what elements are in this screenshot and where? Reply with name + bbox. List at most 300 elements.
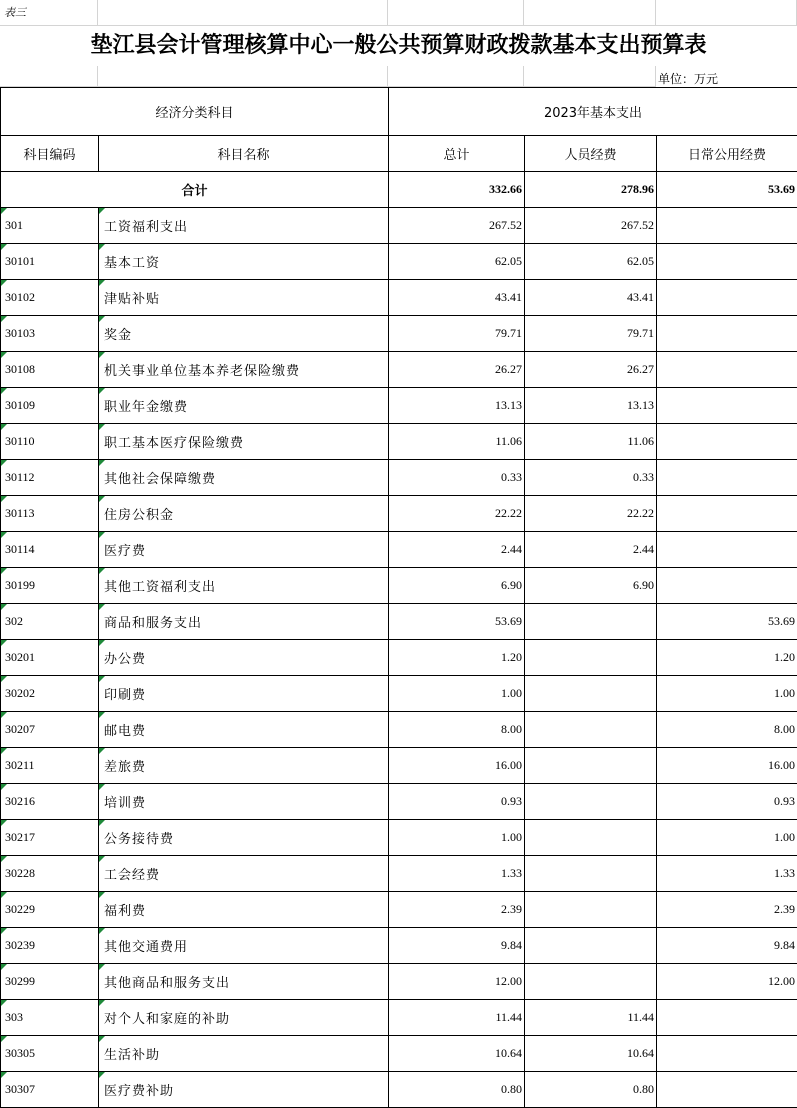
text-format-indicator-icon [1,748,7,754]
row-code-text: 30109 [5,398,35,412]
text-format-indicator-icon [1,388,7,394]
row-total[interactable] [389,748,525,784]
row-name-text: 机关事业单位基本养老保险缴费 [104,364,301,379]
total-label[interactable]: 合计 [1,172,389,208]
row-code[interactable] [1,208,99,244]
row-total-text: 0.33 [501,470,523,484]
row-name[interactable] [99,820,389,856]
row-name-text: 生活补助 [104,1048,161,1063]
text-format-indicator-icon [99,424,105,430]
row-name-text: 福利费 [104,904,147,919]
row-name-text: 邮电费 [104,724,147,739]
table-row [1,532,797,568]
text-format-indicator-icon [99,1000,105,1006]
row-name[interactable] [99,316,389,352]
text-format-indicator-icon [1,784,7,790]
row-total[interactable] [389,388,525,424]
text-format-indicator-icon [1,208,7,214]
row-public[interactable] [657,676,797,712]
row-total-text: 11.06 [495,434,523,448]
row-code-text: 30305 [5,1046,35,1060]
row-total-text: 79.71 [495,326,523,340]
text-format-indicator-icon [1,964,7,970]
row-code[interactable] [1,316,99,352]
table-row [1,208,797,244]
row-name-text: 培训费 [104,796,147,811]
row-code-text: 30102 [5,290,35,304]
row-name[interactable] [99,892,389,928]
row-code[interactable] [1,244,99,280]
row-name[interactable] [99,352,389,388]
grid-cell[interactable] [98,66,388,87]
row-name[interactable] [99,532,389,568]
row-public[interactable] [657,784,797,820]
row-total-text: 43.41 [495,290,523,304]
row-name[interactable] [99,856,389,892]
row-total[interactable] [389,1072,525,1108]
row-total[interactable] [389,208,525,244]
row-public-text: 9.84 [774,938,796,952]
text-format-indicator-icon [1,856,7,862]
row-total-text: 10.64 [495,1046,523,1060]
header-row-group [1,88,797,136]
row-total[interactable] [389,244,525,280]
row-code-text: 30207 [5,722,35,736]
row-public-text: 8.00 [774,722,796,736]
row-code[interactable] [1,1072,99,1108]
row-total[interactable] [389,532,525,568]
row-code[interactable] [1,712,99,748]
text-format-indicator-icon [99,316,105,322]
grid-cell[interactable] [524,66,656,87]
row-code[interactable] [1,820,99,856]
grid-cell[interactable] [0,66,98,87]
table-row [1,496,797,532]
row-name-text: 基本工资 [104,256,161,271]
row-code-text: 30199 [5,578,35,592]
row-personnel[interactable] [525,568,657,604]
row-personnel-text: 79.71 [627,326,655,340]
row-public[interactable] [657,352,797,388]
row-personnel-text: 26.27 [627,362,655,376]
row-name-text: 其他交通费用 [104,940,189,955]
row-code-text: 30108 [5,362,35,376]
row-personnel[interactable] [525,604,657,640]
text-format-indicator-icon [99,604,105,610]
row-public[interactable] [657,856,797,892]
row-public[interactable] [657,496,797,532]
text-format-indicator-icon [99,1036,105,1042]
row-public[interactable] [657,964,797,1000]
row-personnel[interactable] [525,892,657,928]
row-name[interactable] [99,604,389,640]
row-code-text: 30299 [5,974,35,988]
row-public[interactable] [657,280,797,316]
row-name-text: 差旅费 [104,760,147,775]
row-total[interactable] [389,352,525,388]
grid-cell[interactable] [524,0,656,26]
row-code-text: 30114 [5,542,35,556]
row-personnel-text: 6.90 [633,578,655,592]
row-name[interactable] [99,640,389,676]
row-public[interactable] [657,208,797,244]
text-format-indicator-icon [1,640,7,646]
unit-label: 单位：万元 [658,72,719,86]
table-row [1,424,797,460]
table-row [1,928,797,964]
row-personnel[interactable] [525,1072,657,1108]
row-code-text: 30307 [5,1082,35,1096]
text-format-indicator-icon [1,820,7,826]
row-total-text: 12.00 [495,974,523,988]
row-total[interactable] [389,712,525,748]
row-name-text: 奖金 [104,328,133,343]
grid-cell[interactable] [98,0,388,26]
text-format-indicator-icon [99,568,105,574]
row-public[interactable] [657,712,797,748]
row-name[interactable] [99,784,389,820]
row-public-text: 12.00 [768,974,796,988]
text-format-indicator-icon [1,460,7,466]
row-personnel[interactable] [525,964,657,1000]
row-total[interactable] [389,784,525,820]
row-total-text: 1.00 [501,830,523,844]
row-code[interactable] [1,784,99,820]
row-personnel[interactable] [525,244,657,280]
row-public[interactable] [657,424,797,460]
header-basic-expenditure[interactable]: 2023年基本支出 [389,88,797,136]
row-code[interactable] [1,532,99,568]
header-personnel[interactable]: 人员经费 [525,136,657,172]
row-public[interactable] [657,568,797,604]
text-format-indicator-icon [1,604,7,610]
text-format-indicator-icon [99,928,105,934]
table-row [1,1072,797,1108]
row-public-text: 1.00 [774,686,796,700]
row-public[interactable] [657,604,797,640]
row-name[interactable] [99,424,389,460]
row-personnel[interactable] [525,352,657,388]
row-public[interactable] [657,388,797,424]
row-personnel[interactable] [525,424,657,460]
row-personnel[interactable] [525,748,657,784]
text-format-indicator-icon [99,1072,105,1078]
row-code-text: 30228 [5,866,35,880]
row-public-text: 0.93 [774,794,796,808]
row-name[interactable] [99,568,389,604]
row-total-text: 1.33 [501,866,523,880]
row-personnel-text: 43.41 [627,290,655,304]
text-format-indicator-icon [1,712,7,718]
row-public[interactable] [657,820,797,856]
row-code[interactable] [1,568,99,604]
row-personnel[interactable] [525,1036,657,1072]
row-code-text: 30216 [5,794,35,808]
row-public[interactable] [657,316,797,352]
row-name-text: 对个人和家庭的补助 [104,1012,231,1027]
row-name-text: 印刷费 [104,688,147,703]
text-format-indicator-icon [99,712,105,718]
row-name[interactable] [99,1036,389,1072]
row-name[interactable] [99,388,389,424]
text-format-indicator-icon [1,928,7,934]
table-row [1,604,797,640]
row-total[interactable] [389,280,525,316]
row-code-text: 30112 [5,470,35,484]
text-format-indicator-icon [99,208,105,214]
row-personnel[interactable] [525,676,657,712]
row-total[interactable] [389,316,525,352]
text-format-indicator-icon [99,640,105,646]
table-row [1,964,797,1000]
row-total-text: 1.20 [501,650,523,664]
row-total-text: 62.05 [495,254,523,268]
row-code-text: 30103 [5,326,35,340]
row-public[interactable] [657,640,797,676]
text-format-indicator-icon [1,316,7,322]
row-personnel[interactable] [525,316,657,352]
row-name[interactable] [99,208,389,244]
row-total-text: 8.00 [501,722,523,736]
row-personnel[interactable] [525,280,657,316]
header-row-columns [1,136,797,172]
row-total[interactable] [389,1000,525,1036]
row-personnel[interactable] [525,496,657,532]
row-name[interactable] [99,496,389,532]
text-format-indicator-icon [99,388,105,394]
row-personnel-text: 11.44 [627,1010,655,1024]
row-name[interactable] [99,676,389,712]
row-name[interactable] [99,1000,389,1036]
row-code[interactable] [1,676,99,712]
text-format-indicator-icon [1,1072,7,1078]
row-code[interactable] [1,496,99,532]
row-code-text: 301 [5,218,23,232]
text-format-indicator-icon [99,352,105,358]
row-public-text: 16.00 [768,758,796,772]
grid-cell[interactable] [656,0,797,26]
budget-table [0,87,797,1108]
row-personnel[interactable] [525,712,657,748]
row-total[interactable] [389,496,525,532]
header-economic-class[interactable]: 经济分类科目 [1,88,389,136]
text-format-indicator-icon [99,856,105,862]
total-row [1,172,797,208]
total-public[interactable]: 53.69 [657,172,797,208]
row-total-text: 22.22 [495,506,523,520]
row-code-text: 30229 [5,902,35,916]
table-row [1,820,797,856]
row-name-text: 工资福利支出 [104,220,189,235]
row-personnel[interactable] [525,460,657,496]
row-total[interactable] [389,1036,525,1072]
text-format-indicator-icon [1,1000,7,1006]
row-name[interactable] [99,964,389,1000]
row-total[interactable] [389,928,525,964]
row-total[interactable] [389,460,525,496]
row-public[interactable] [657,1072,797,1108]
row-name[interactable] [99,712,389,748]
row-code-text: 30239 [5,938,35,952]
row-public[interactable] [657,532,797,568]
row-total[interactable] [389,640,525,676]
row-total-text: 13.13 [495,398,523,412]
text-format-indicator-icon [99,892,105,898]
row-personnel[interactable] [525,820,657,856]
row-code[interactable] [1,280,99,316]
table-row [1,352,797,388]
row-total[interactable] [389,820,525,856]
text-format-indicator-icon [1,244,7,250]
table-row [1,712,797,748]
row-code-text: 30217 [5,830,35,844]
row-name[interactable] [99,460,389,496]
row-name[interactable] [99,748,389,784]
row-personnel-text: 10.64 [627,1046,655,1060]
row-total-text: 0.93 [501,794,523,808]
row-code-text: 30110 [5,434,35,448]
row-code-text: 30101 [5,254,35,268]
row-name[interactable] [99,280,389,316]
row-code[interactable] [1,928,99,964]
row-personnel-text: 13.13 [627,398,655,412]
row-public[interactable] [657,892,797,928]
table-row [1,748,797,784]
row-public-text: 1.20 [774,650,796,664]
row-public[interactable] [657,1036,797,1072]
row-personnel[interactable] [525,1000,657,1036]
row-code[interactable] [1,388,99,424]
row-total[interactable] [389,568,525,604]
row-public[interactable] [657,1000,797,1036]
text-format-indicator-icon [99,676,105,682]
row-total-text: 2.39 [501,902,523,916]
row-code[interactable] [1,604,99,640]
row-code-text: 30113 [5,506,35,520]
row-code[interactable] [1,964,99,1000]
row-name[interactable] [99,244,389,280]
row-total-text: 9.84 [501,938,523,952]
row-personnel[interactable] [525,388,657,424]
text-format-indicator-icon [99,496,105,502]
row-personnel[interactable] [525,532,657,568]
row-personnel[interactable] [525,856,657,892]
row-total-text: 11.44 [495,1010,523,1024]
row-total-text: 16.00 [495,758,523,772]
text-format-indicator-icon [99,244,105,250]
row-code[interactable] [1,856,99,892]
table-row [1,676,797,712]
header-total[interactable]: 总计 [389,136,525,172]
row-name-text: 职工基本医疗保险缴费 [104,436,245,451]
row-personnel-text: 11.06 [627,434,655,448]
row-code-text: 30201 [5,650,35,664]
row-total[interactable] [389,676,525,712]
row-code[interactable] [1,1036,99,1072]
table-row [1,568,797,604]
text-format-indicator-icon [99,820,105,826]
row-total[interactable] [389,964,525,1000]
row-personnel-text: 267.52 [621,218,655,232]
row-public[interactable] [657,748,797,784]
table-row [1,1036,797,1072]
row-total-text: 1.00 [501,686,523,700]
total-personnel[interactable]: 278.96 [525,172,657,208]
sheet-tag: 表三 [4,6,26,19]
row-total[interactable] [389,604,525,640]
text-format-indicator-icon [1,424,7,430]
row-public[interactable] [657,460,797,496]
row-code-text: 302 [5,614,23,628]
header-public[interactable]: 日常公用经费 [657,136,797,172]
text-format-indicator-icon [99,964,105,970]
row-total-text: 53.69 [495,614,523,628]
text-format-indicator-icon [1,1036,7,1042]
row-total-text: 267.52 [489,218,523,232]
grid-cell[interactable] [388,0,524,26]
row-name[interactable] [99,1072,389,1108]
row-public-text: 53.69 [768,614,796,628]
text-format-indicator-icon [1,676,7,682]
row-name[interactable] [99,928,389,964]
row-name-text: 办公费 [104,652,147,667]
text-format-indicator-icon [1,532,7,538]
row-personnel-text: 0.80 [633,1082,655,1096]
row-name-text: 其他商品和服务支出 [104,976,231,991]
row-total[interactable] [389,892,525,928]
row-code[interactable] [1,892,99,928]
text-format-indicator-icon [99,532,105,538]
row-code[interactable] [1,640,99,676]
text-format-indicator-icon [99,784,105,790]
row-personnel[interactable] [525,928,657,964]
row-public[interactable] [657,928,797,964]
row-code-text: 303 [5,1010,23,1024]
row-total-text: 26.27 [495,362,523,376]
total-sum[interactable]: 332.66 [389,172,525,208]
row-code-text: 30211 [5,758,35,772]
header-name[interactable]: 科目名称 [99,136,389,172]
row-personnel[interactable] [525,784,657,820]
text-format-indicator-icon [99,280,105,286]
table-row [1,640,797,676]
text-format-indicator-icon [1,496,7,502]
row-name-text: 医疗费 [104,544,147,559]
text-format-indicator-icon [1,892,7,898]
header-code[interactable]: 科目编码 [1,136,99,172]
text-format-indicator-icon [1,352,7,358]
text-format-indicator-icon [99,748,105,754]
row-code[interactable] [1,748,99,784]
row-public-text: 1.33 [774,866,796,880]
row-code[interactable] [1,352,99,388]
row-code[interactable] [1,424,99,460]
row-code[interactable] [1,1000,99,1036]
table-row [1,388,797,424]
row-total[interactable] [389,856,525,892]
row-personnel-text: 62.05 [627,254,655,268]
row-total-text: 2.44 [501,542,523,556]
row-name-text: 住房公积金 [104,508,175,523]
row-public[interactable] [657,244,797,280]
row-personnel-text: 2.44 [633,542,655,556]
row-code[interactable] [1,460,99,496]
row-total[interactable] [389,424,525,460]
row-name-text: 工会经费 [104,868,161,883]
row-personnel[interactable] [525,640,657,676]
row-personnel[interactable] [525,208,657,244]
grid-cell[interactable] [388,66,524,87]
